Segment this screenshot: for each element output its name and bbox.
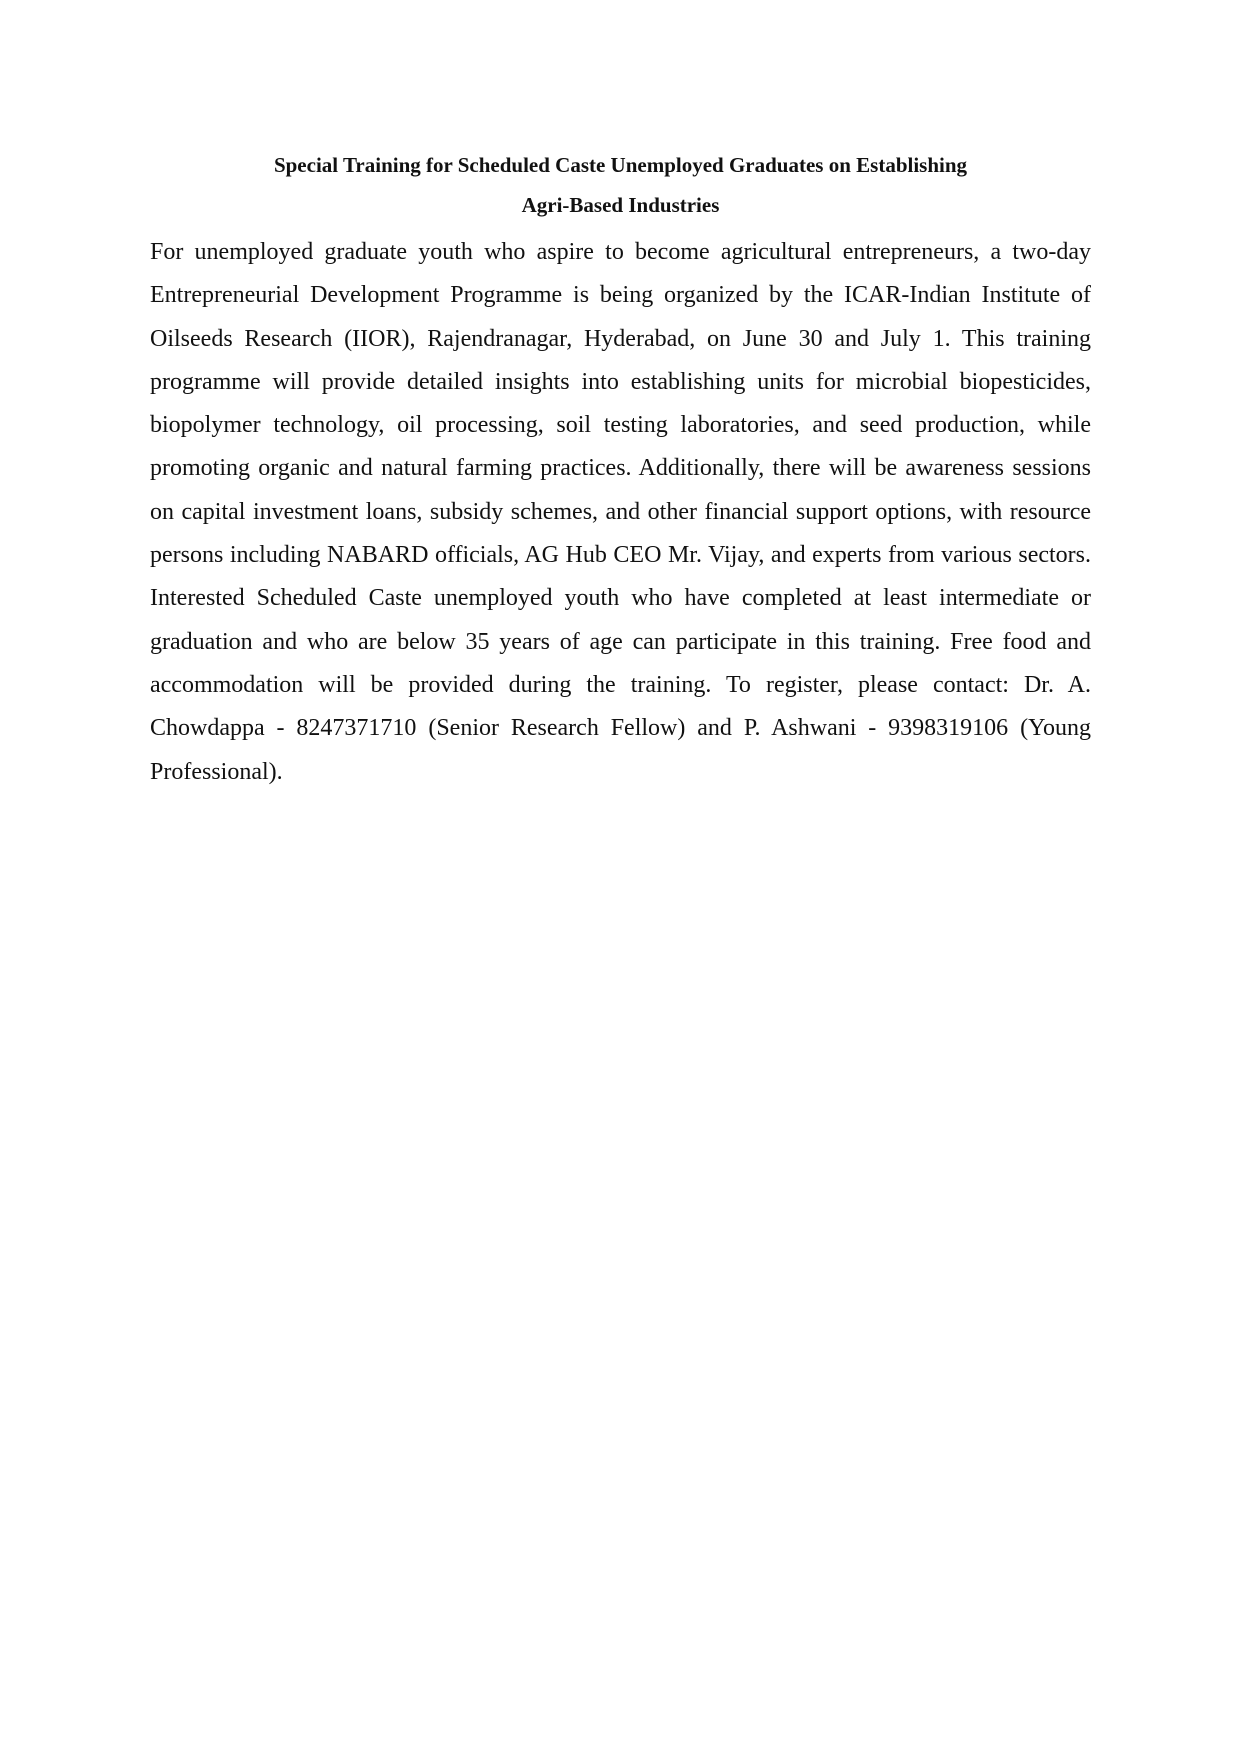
document-title-line-1: Special Training for Scheduled Caste Unemployed Graduates on Establishing — [273, 153, 968, 177]
document-content — [150, 145, 1091, 794]
document-title — [150, 145, 1091, 225]
document-title-line-2: Agri-Based Industries — [521, 193, 720, 217]
document-body-paragraph: For unemployed graduate youth who aspire to become agricultural entrepreneurs, a two-day Entrepreneurial Development Programme is being organized by the ICAR-Indian Institute of Oilseeds Research (IIOR), Rajendranagar, Hyderabad, on June 30 and July 1. This training programme will provide detailed insights into establishing units for microbial biopesticides, biopolymer technology, oil processing, soil testing laboratories, and seed production, while promoting organic and natural farming practices. Additionally, there will be awareness sessions on capital investment loans, subsidy schemes, and other financial support options, with resource persons including NABARD officials, AG Hub CEO Mr. Vijay, and experts from various sectors. Interested Scheduled Caste unemployed youth who have completed at least intermediate or graduation and who are below 35 years of age can participate in this training. Free food and accommodation will be provided during the training. To register, please contact: Dr. A. Chowdappa - 8247371710 (Senior Research Fellow) and P. Ashwani - 9398319106 (Young Professional). — [150, 239, 1091, 785]
